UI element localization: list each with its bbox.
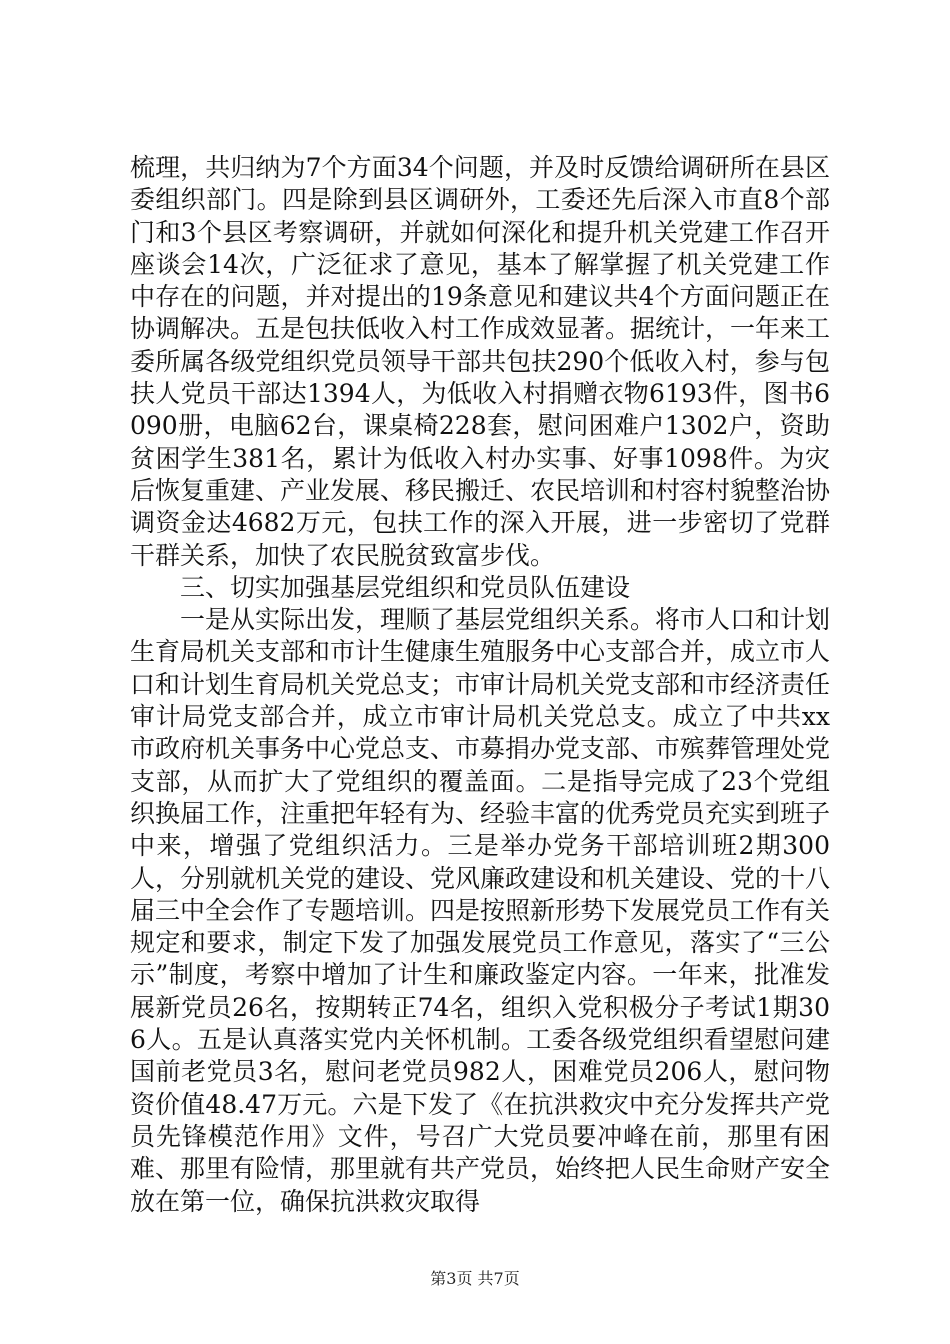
page-footer: 第3页 共7页 — [430, 1269, 520, 1288]
body-paragraph-continued: 梳理，共归纳为7个方面34个问题，并及时反馈给调研所在县区委组织部门。四是除到县区调研外，工委还先后深入市直8个部门和3个县区考察调研，并就如何深化和提升机关党建工作召开座谈会14次，广泛征求了意见，基本了解掌握了机关党建工作中存在的问题，并对提出的19条意见和建议共4个方面问题正在协调解决。五是包扶低收入村工作成效显著。据统计，一年来工委所属各级党组织党员领导干部共包扶290个低收入村，参与包扶人党员干部达1394人，为低收入村捐赠衣物6193件，图书6090册，电脑62台，课桌椅228套，慰问困难户1302户，资助贫困学生381名，累计为低收入村办实事、好事1098件。为灾后恢复重建、产业发展、移民搬迁、农民培训和村容村貌整治协调资金达4682万元，包扶工作的深入开展，进一步密切了党群干群关系，加快了农民脱贫致富步伐。 — [130, 153, 831, 570]
document-body — [130, 152, 830, 1218]
body-paragraph: 一是从实际出发，理顺了基层党组织关系。将市人口和计划生育局机关支部和市计生健康生殖服务中心支部合并，成立市人口和计划生育局机关党总支；市审计局机关党支部和市经济责任审计局党支部合并，成立市审计局机关党总支。成立了中共xx市政府机关事务中心党总支、市募捐办党支部、市殡葬管理处党支部，从而扩大了党组织的覆盖面。二是指导完成了23个党组织换届工作，注重把年轻有为、经验丰富的优秀党员充实到班子中来，增强了党组织活力。三是举办党务干部培训班2期300人，分别就机关党的建设、党风廉政建设和机关建设、党的十八届三中全会作了专题培训。四是按照新形势下发展党员工作有关规定和要求，制定下发了加强发展党员工作意见，落实了“三公示”制度，考察中增加了计生和廉政鉴定内容。一年来，批准发展新党员26名，按期转正74名，组织入党积极分子考试1期306人。五是认真落实党内关怀机制。工委各级党组织看望慰问建国前老党员3名，慰问老党员982人，困难党员206人，慰问物资价值48.47万元。六是下发了《在抗洪救灾中充分发挥共产党员先锋模范作用》文件，号召广大党员要冲峰在前，那里有困难、那里有险情，那里就有共产党员，始终把人民生命财产安全放在第一位，确保抗洪救灾取得 — [130, 605, 831, 1216]
section-heading: 三、切实加强基层党组织和党员队伍建设 — [180, 572, 631, 602]
